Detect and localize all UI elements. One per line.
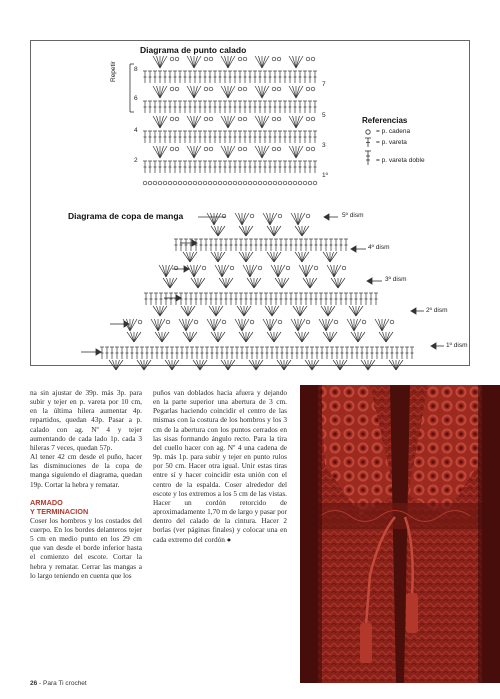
row-number-7: 7	[322, 81, 326, 88]
section-title-armado: ARMADO	[30, 497, 63, 507]
diagram-copa-manga	[76, 205, 452, 375]
decrease-4: 4º dism	[368, 244, 390, 251]
row-number-8: 8	[134, 66, 138, 73]
row-number-5: 5	[322, 112, 326, 119]
row-number-4: 4	[134, 127, 138, 134]
article-column-1	[30, 388, 142, 580]
diagram-punto-calado	[100, 52, 340, 192]
decrease-1: 1º dism	[446, 342, 468, 349]
page-footer	[30, 680, 87, 687]
decrease-3: 3º dism	[385, 276, 407, 283]
references-symbols	[362, 127, 374, 167]
publication-name: - Para Ti crochet	[39, 680, 87, 687]
column-1-paragraph-1: na sin ajustar de 39p. más 3p. para subir y tejer en p. vareta por 10 cm, en la última hilera aumentar 4p. repartidos, quedan 43p. Pasar a p. calado con ag. Nº 4 y tejer aumentando de cada lado 1p. cada 3 hileras 7 veces, quedan 57p.	[30, 388, 142, 452]
diagram-punto-calado-title: Diagrama de punto calado	[140, 45, 247, 55]
ref-p-cadena: = p. cadena	[376, 128, 411, 135]
column-1-paragraph-2: Al tener 42 cm desde el puño, hacer las disminuciones de la copa de manga siguiendo el diagrama, quedan 19p. Cortar la hebra y rematar.	[30, 452, 142, 489]
ref-p-vareta: = p. vareta	[376, 139, 407, 146]
row-number-2: 2	[134, 157, 138, 164]
diagram-copa-manga-title: Diagrama de copa de manga	[68, 211, 184, 221]
row-number-3: 3	[322, 142, 326, 149]
column-1-paragraph-3: Coser los hombros y los costados del cuerpo. En los bordes delanteros tejer 5 cm en medio punto en los 29 cm que van desde el borde inferior hasta el comienzo del escote. Cortar la hebra y rematar. Cerrar las mangas a lo largo teniendo en cuenta que los	[30, 515, 142, 580]
row-number-1: 1º	[322, 172, 328, 179]
repeat-label: Repetir	[110, 61, 117, 82]
row-number-6: 6	[134, 95, 138, 102]
decrease-5: 5º dism	[342, 212, 364, 219]
garment-photo	[300, 385, 500, 683]
column-2-paragraph-1: puños van doblados hacia afuera y dejando en la parte superior una abertura de 3 cm. Pegarlas haciendo coincidir el centro de las mismas con la costura de los hombros y los 3 cm de la abertura con los puntos cerrados en las sisas formando ángulo recto. Para la tira del cuello hacer con ag. Nº 4 una cadena de 9p. más 1p. para subir y tejer en punto rulos por 50 cm. Hacer otra igual. Unir estas tiras entre sí y hacer coincidir esta unión con el centro de la espalda. Coser alrededor del escote y los extremos a los 5 cm de las vistas. Hacer un cordón retorcido de aproximadamente 1,70 m de largo y pasar por dentro del calado de la cintura. Hacer 2 borlas (ver páginas finales) y colocar una en cada extremo del cordón ●	[153, 388, 288, 544]
page-number: 26	[30, 680, 38, 687]
article-column-2	[153, 388, 287, 544]
decrease-2: 2º dism	[426, 307, 448, 314]
ref-p-vareta-doble: = p. vareta doble	[376, 157, 425, 164]
references-title: Referencias	[362, 116, 408, 125]
section-title-terminacion: Y TERMINACION	[30, 506, 89, 516]
